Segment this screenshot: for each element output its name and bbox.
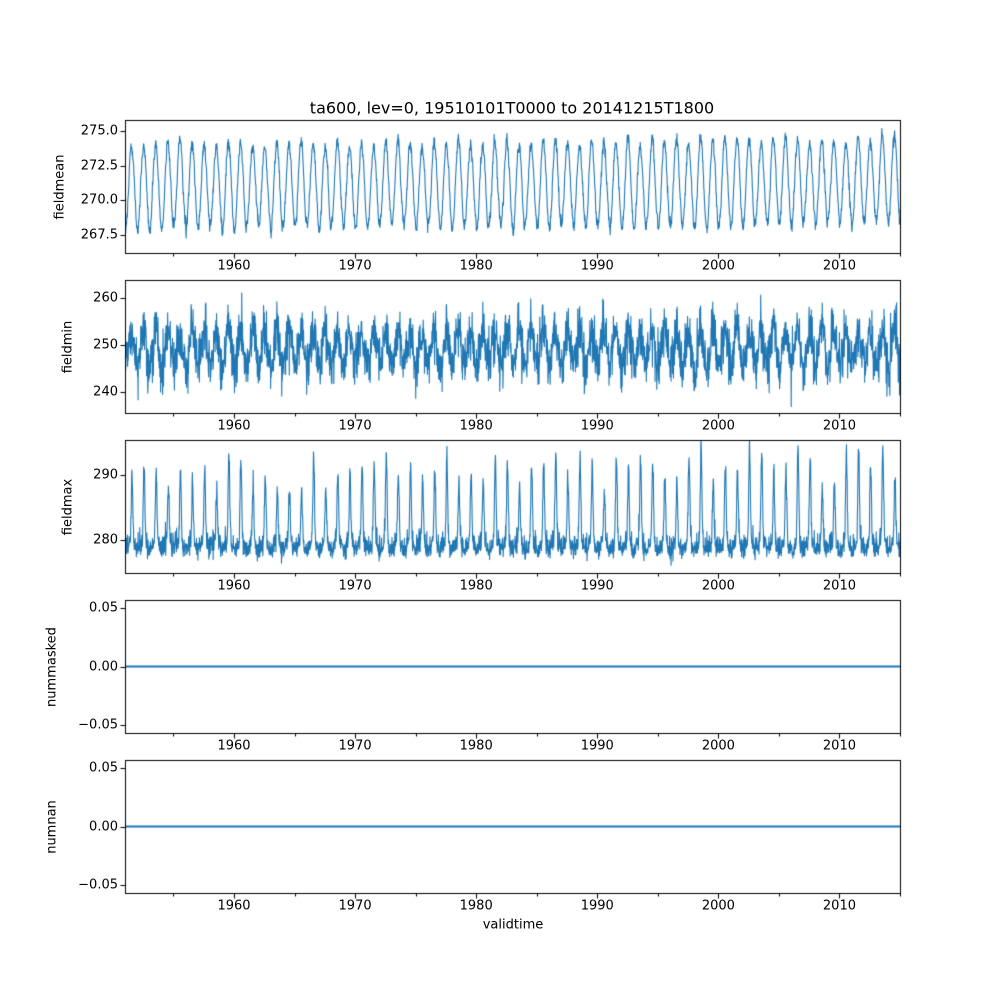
x-tick-label: 1960 — [217, 258, 251, 274]
y-axis-label-fieldmax: fieldmax — [60, 478, 76, 535]
y-tick-label: 0.00 — [89, 819, 118, 834]
y-tick-label: 240 — [93, 384, 118, 400]
x-tick-label: 1960 — [217, 418, 251, 434]
y-tick-label: 267.5 — [80, 227, 118, 243]
y-tick-label: 290 — [93, 467, 118, 483]
chart-title: ta600, lev=0, 19510101T0000 to 20141215T1800 — [309, 98, 715, 118]
y-tick-label: −0.05 — [78, 717, 118, 733]
y-tick-label: 272.5 — [80, 158, 118, 174]
x-tick-label: 1970 — [338, 258, 372, 274]
y-tick-label: 250 — [93, 337, 118, 353]
x-tick-label: 2000 — [701, 578, 735, 594]
y-tick-label: 0.05 — [89, 760, 118, 776]
x-tick-label: 2010 — [822, 898, 856, 914]
x-tick-label: 2010 — [822, 418, 856, 434]
y-axis-label-numnan: numnan — [44, 799, 60, 854]
x-tick-label: 1990 — [580, 418, 614, 434]
x-tick-label: 2000 — [701, 258, 735, 274]
y-tick-label: 0.00 — [89, 659, 118, 674]
y-axis-label-fieldmin: fieldmin — [60, 320, 76, 373]
x-tick-label: 1990 — [580, 898, 614, 914]
x-tick-label: 1980 — [459, 898, 493, 914]
x-tick-label: 1960 — [217, 738, 251, 754]
x-tick-label: 1970 — [338, 738, 372, 754]
x-tick-label: 1960 — [217, 898, 251, 914]
x-tick-label: 2000 — [701, 418, 735, 434]
x-tick-label: 1960 — [217, 578, 251, 594]
y-axis-label-fieldmean: fieldmean — [52, 154, 68, 219]
y-tick-label: −0.05 — [78, 877, 118, 893]
y-tick-label: 275.0 — [80, 123, 118, 139]
x-tick-label: 2010 — [822, 258, 856, 274]
x-tick-label: 1970 — [338, 418, 372, 434]
x-tick-label: 1980 — [459, 418, 493, 434]
x-tick-label: 1980 — [459, 578, 493, 594]
x-tick-label: 1990 — [580, 258, 614, 274]
x-tick-label: 1990 — [580, 738, 614, 754]
x-tick-label: 2010 — [822, 578, 856, 594]
x-axis-label: validtime — [482, 917, 544, 933]
y-tick-label: 270.0 — [80, 192, 118, 208]
y-tick-label: 0.05 — [89, 600, 118, 616]
x-tick-label: 2010 — [822, 738, 856, 754]
x-tick-label: 1970 — [338, 578, 372, 594]
x-tick-label: 2000 — [701, 738, 735, 754]
x-tick-label: 1980 — [459, 258, 493, 274]
x-tick-label: 1980 — [459, 738, 493, 754]
y-tick-label: 280 — [93, 532, 118, 548]
x-tick-label: 1970 — [338, 898, 372, 914]
x-tick-label: 1990 — [580, 578, 614, 594]
y-axis-label-nummasked: nummasked — [44, 626, 60, 707]
x-tick-label: 2000 — [701, 898, 735, 914]
y-tick-label: 260 — [93, 290, 118, 306]
